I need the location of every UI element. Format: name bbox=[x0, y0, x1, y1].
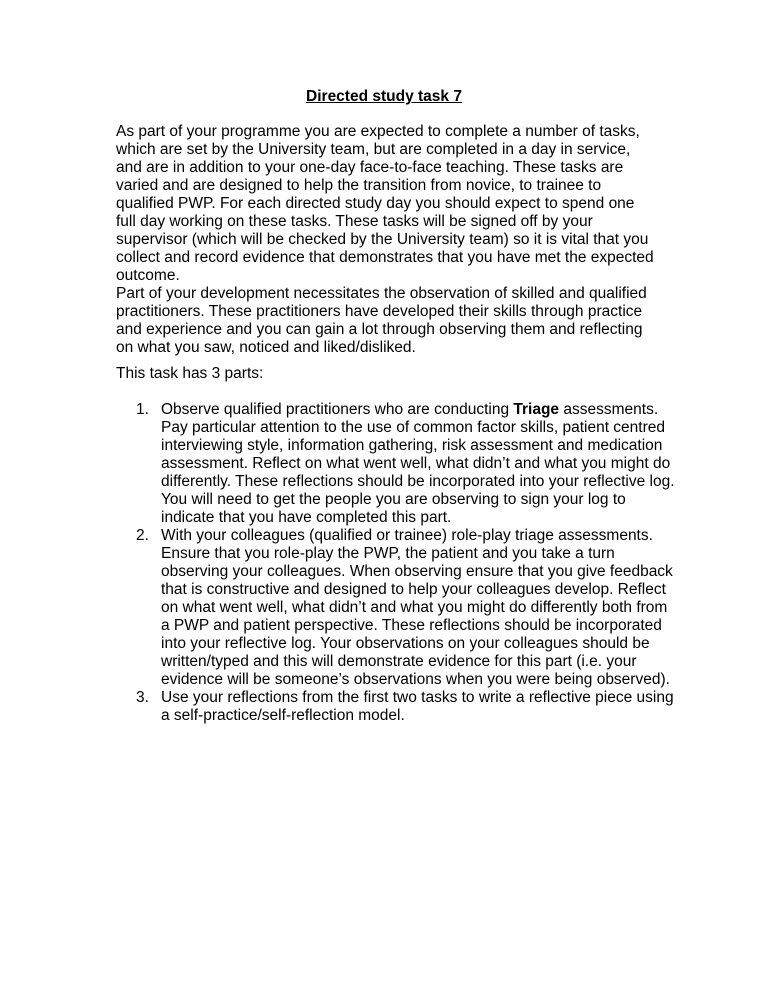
list-item bbox=[116, 401, 676, 527]
task-list bbox=[116, 401, 676, 725]
page-title: Directed study task 7 bbox=[306, 88, 462, 105]
list-number: 1. bbox=[136, 401, 149, 418]
list-item-text: With your colleagues (qualified or trainee) role-play triage assessments. Ensure that you role-play the PWP, the patient and you take a turn observing your colleagues. When observing ensure that you give feedback that is constructive and designed to help your colleagues develop. Reflect on what went well, what didn’t and what you might do differently both from a PWP and patient perspective. These reflections should be incorporated into your reflective log. Your observations on your colleagues should be written/typed and this will demonstrate evidence for this part (i.e. your evidence will be someone’s observations when you were being observed). bbox=[161, 527, 673, 688]
list-item-text: Observe qualified practitioners who are conducting Triage assessments. Pay particular attention to the use of common factor skills, patient centred interviewing style, information gathering, risk assessment and medication assessment. Reflect on what went well, what didn’t and what you might do differently. These reflections should be incorporated into your reflective log. You will need to get the people you are observing to sign your log to indicate that you have completed this part. bbox=[161, 401, 675, 526]
intro-paragraph: As part of your programme you are expected to complete a number of tasks, which are set by the University team, but are completed in a day in service, and are in addition to your one-day face-to-face teaching. These tasks are varied and are designed to help the transition from novice, to trainee to qualified PWP. For each directed study day you should expect to spend one full day working on these tasks. These tasks will be signed off by your supervisor (which will be checked by the University team) so it is vital that you collect and record evidence that demonstrates that you have met the expected outcome. bbox=[116, 123, 654, 284]
list-item bbox=[116, 527, 676, 689]
list-item-text: Use your reflections from the first two tasks to write a reflective piece using a self-practice/self-reflection model. bbox=[161, 689, 674, 724]
emphasis-text: Triage bbox=[513, 401, 560, 418]
task-parts-heading: This task has 3 parts: bbox=[116, 365, 264, 382]
list-number: 3. bbox=[136, 689, 149, 706]
list-number: 2. bbox=[136, 527, 149, 544]
development-paragraph: Part of your development necessitates the observation of skilled and qualified practitioners. These practitioners have developed their skills through practice and experience and you can gain a lot through observing them and reflecting on what you saw, noticed and liked/disliked. bbox=[116, 285, 647, 356]
list-item bbox=[116, 689, 676, 725]
